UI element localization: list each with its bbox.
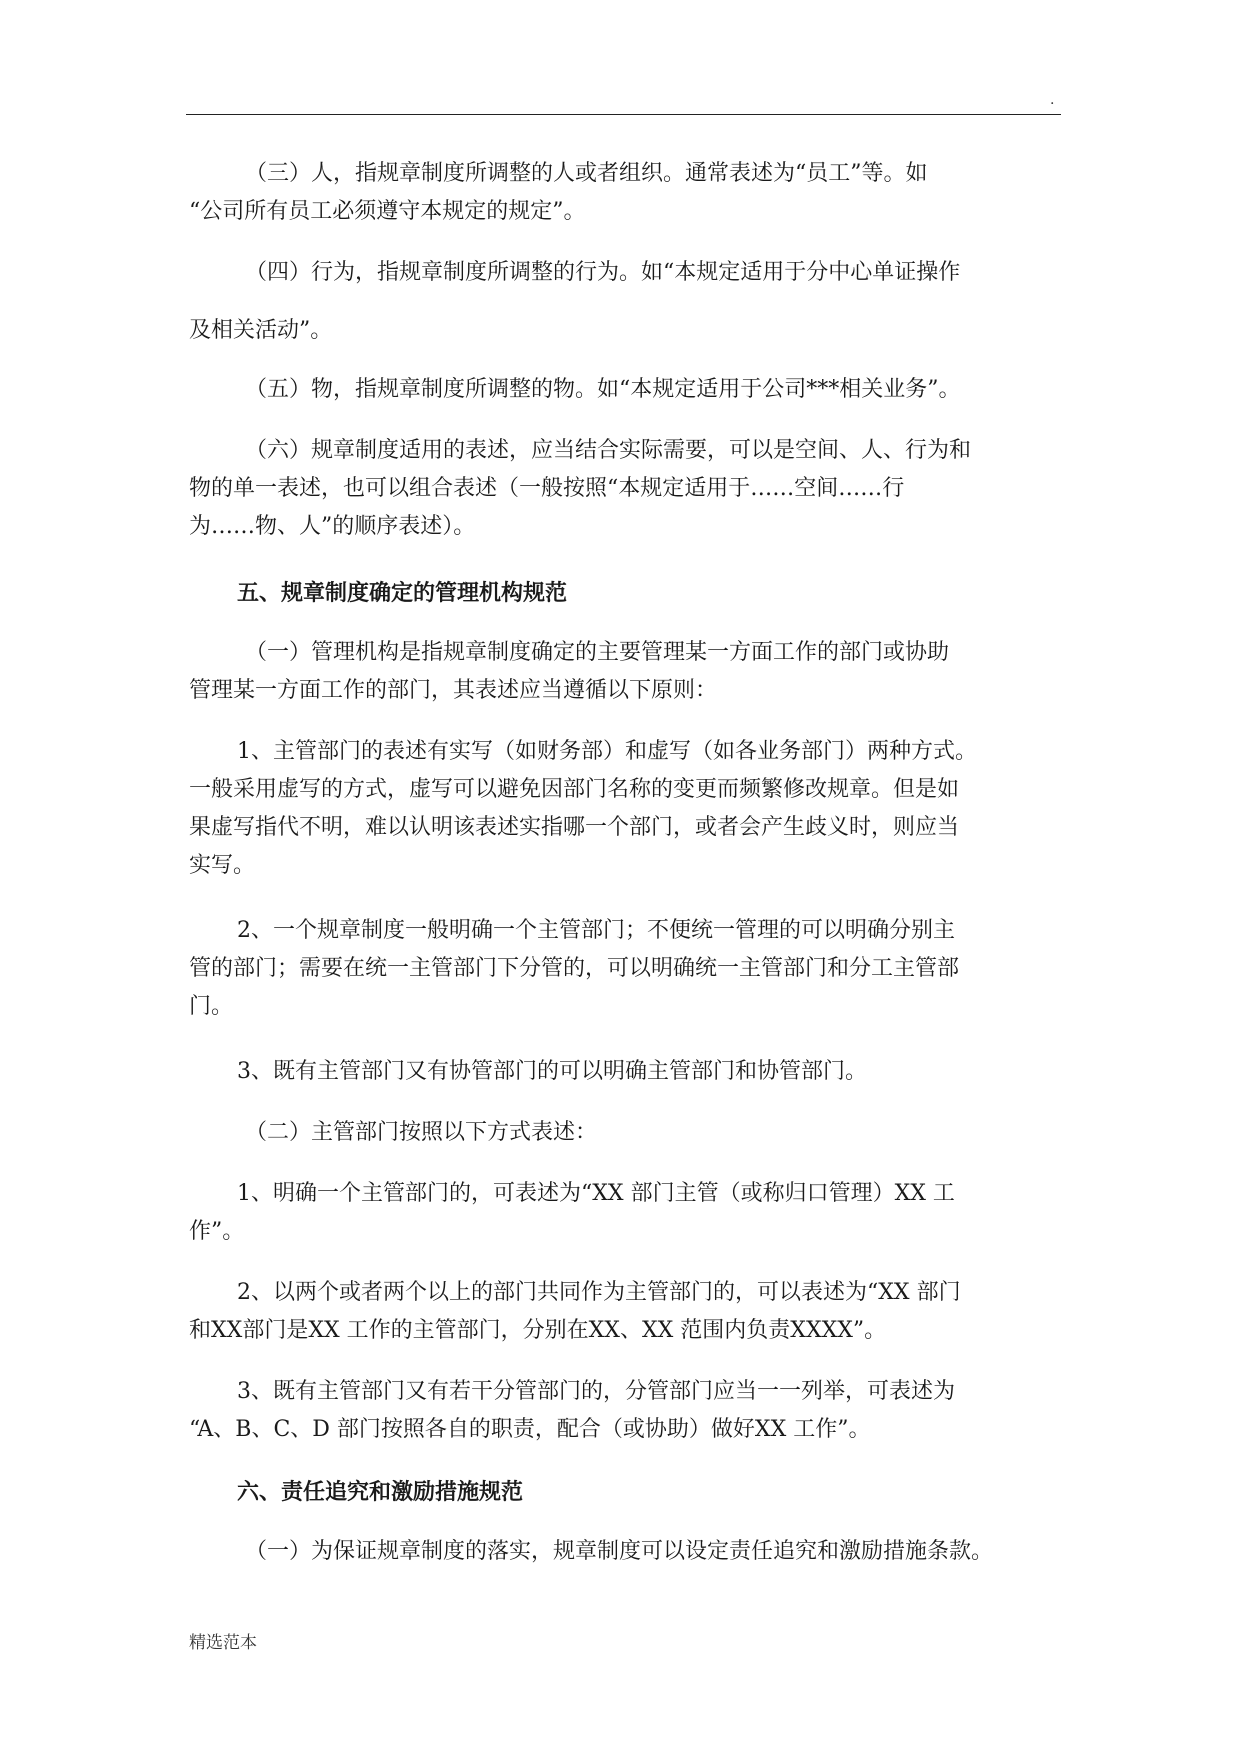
- header-rule: [186, 114, 1061, 115]
- text-line: 1、主管部门的表述有实写（如财务部）和虚写（如各业务部门）两种方式。: [237, 739, 977, 764]
- text-line: “公司所有员工必须遵守本规定的规定”。: [189, 199, 586, 224]
- text-line: （四）行为，指规章制度所调整的行为。如“本规定适用于分中心单证操作: [245, 260, 961, 285]
- text-line: 实写。: [189, 853, 256, 878]
- text-line: “A、B、C、D 部门按照各自的职责，配合（或协助）做好XX 工作”。: [189, 1417, 871, 1442]
- paragraph-san-ren: [189, 155, 1061, 231]
- text-line: 3、既有主管部门又有协管部门的可以明确主管部门和协管部门。: [237, 1059, 867, 1084]
- header-mark: .: [1050, 92, 1055, 108]
- text-line: 和XX部门是XX 工作的主管部门，分别在XX、XX 范围内负责XXXX”。: [189, 1318, 887, 1343]
- text-line: （三）人，指规章制度所调整的人或者组织。通常表述为“员工”等。如: [245, 161, 928, 186]
- text-line: 管的部门；需要在统一主管部门下分管的，可以明确统一主管部门和分工主管部: [189, 956, 960, 981]
- paragraph-item-2-zhuguan: [189, 912, 1061, 1026]
- text-line: 及相关活动”。: [189, 318, 333, 343]
- text-line: 物的单一表述，也可以组合表述（一般按照“本规定适用于……空间……行: [189, 476, 905, 501]
- paragraph-er-fangshi: [189, 1114, 1061, 1152]
- text-line: （六）规章制度适用的表述，应当结合实际需要，可以是空间、人、行为和: [245, 438, 972, 463]
- text-line: 作”。: [189, 1219, 245, 1244]
- text-line: （二）主管部门按照以下方式表述：: [245, 1120, 598, 1145]
- paragraph-item-2-liangge: [189, 1274, 1061, 1350]
- paragraph-zeren-zhuijiu: [189, 1533, 1061, 1571]
- paragraph-item-3-xieguan: [189, 1053, 1061, 1091]
- text-line: 2、以两个或者两个以上的部门共同作为主管部门的，可以表述为“XX 部门: [237, 1280, 961, 1305]
- heading-text: 五、规章制度确定的管理机构规范: [237, 581, 568, 606]
- text-line: 1、明确一个主管部门的，可表述为“XX 部门主管（或称归口管理）XX 工: [237, 1181, 955, 1206]
- paragraph-wu-wu: [189, 371, 1061, 409]
- section-heading-six: [189, 1474, 1061, 1512]
- text-line: （五）物，指规章制度所调整的物。如“本规定适用于公司***相关业务”。: [245, 377, 961, 402]
- paragraph-si-xingwei: [189, 254, 1061, 350]
- text-line: （一）为保证规章制度的落实，规章制度可以设定责任追究和激励措施条款。: [245, 1539, 994, 1564]
- text-line: （一）管理机构是指规章制度确定的主要管理某一方面工作的部门或协助: [245, 640, 950, 665]
- text-line: 果虚写指代不明，难以认明该表述实指哪一个部门，或者会产生歧义时，则应当: [189, 815, 960, 840]
- footer-text: 精选范本: [189, 1633, 257, 1653]
- paragraph-liu-shiyong: [189, 432, 1061, 546]
- paragraph-item-1-shixie: [189, 733, 1061, 885]
- paragraph-item-3-fenguan: [189, 1373, 1061, 1449]
- text-line: 门。: [189, 994, 234, 1019]
- text-line: 管理某一方面工作的部门，其表述应当遵循以下原则：: [189, 678, 718, 703]
- text-line: 为……物、人”的顺序表述）。: [189, 514, 476, 539]
- paragraph-guanli-jigou: [189, 634, 1061, 710]
- text-line: 一般采用虚写的方式，虚写可以避免因部门名称的变更而频繁修改规章。但是如: [189, 777, 960, 802]
- section-heading-five: [189, 575, 1061, 613]
- text-line: 3、既有主管部门又有若干分管部门的，分管部门应当一一列举，可表述为: [237, 1379, 955, 1404]
- paragraph-item-1-yige: [189, 1175, 1061, 1251]
- heading-text: 六、责任追究和激励措施规范: [237, 1480, 524, 1505]
- text-line: 2、一个规章制度一般明确一个主管部门；不便统一管理的可以明确分别主: [237, 918, 955, 943]
